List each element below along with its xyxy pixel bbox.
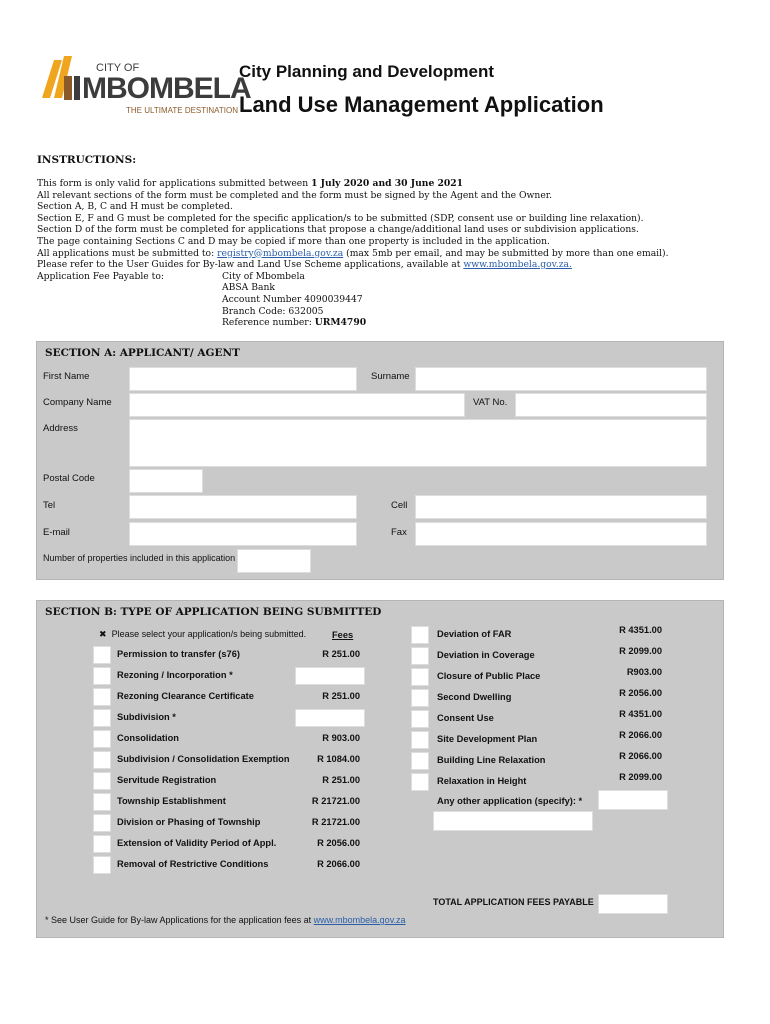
application-type-label: Consolidation	[117, 733, 179, 743]
application-type-label: Division or Phasing of Township	[117, 817, 261, 827]
application-fee: R 2066.00	[317, 859, 360, 869]
account-number: Account Number 4090039447	[222, 293, 363, 305]
address-field[interactable]	[129, 419, 707, 467]
email-field[interactable]	[129, 522, 357, 546]
total-fees-label: TOTAL APPLICATION FEES PAYABLE	[433, 897, 594, 907]
application-checkbox[interactable]	[93, 709, 111, 727]
email-label: E-mail	[43, 527, 70, 538]
application-checkbox[interactable]	[93, 835, 111, 853]
vat-label: VAT No.	[473, 397, 508, 408]
company-name-label: Company Name	[43, 397, 112, 408]
application-type-label: Second Dwelling	[437, 692, 512, 702]
properties-label: Number of properties included in this application	[43, 553, 236, 563]
instr-line6: The page containing Sections C and D may be copied if more than one property is included in the application.	[37, 235, 550, 247]
application-fee: R 4351.00	[619, 625, 662, 635]
application-fee: R 251.00	[322, 649, 360, 659]
application-fee: R 2056.00	[619, 688, 662, 698]
logo-tagline: THE ULTIMATE DESTINATION	[126, 106, 239, 115]
application-checkbox[interactable]	[93, 751, 111, 769]
instr-line5: Section D of the form must be completed for applications that propose a change/additional land uses or subdivision applications.	[37, 224, 639, 236]
city-logo	[40, 46, 251, 122]
application-fee: R 2066.00	[619, 751, 662, 761]
application-checkbox[interactable]	[93, 730, 111, 748]
address-label: Address	[43, 423, 78, 434]
instr-line4: Section E, F and G must be completed for the specific application/s to be submitted (SDP, consent use or building line relaxation).	[37, 212, 644, 224]
fees-note-link[interactable]: www.mbombela.gov.za	[313, 915, 406, 925]
application-type-label: Consent Use	[437, 713, 494, 723]
application-type-label: Deviation in Coverage	[437, 650, 535, 660]
payment-details	[37, 271, 737, 329]
reference-label: Reference number:	[222, 317, 315, 329]
application-fee: R 903.00	[322, 733, 360, 743]
total-fees-field[interactable]	[598, 894, 668, 914]
cell-field[interactable]	[415, 495, 707, 519]
postal-code-field[interactable]	[129, 469, 203, 493]
application-type-label: Removal of Restrictive Conditions	[117, 859, 269, 869]
application-checkbox[interactable]	[411, 773, 429, 791]
application-fee: R 251.00	[322, 775, 360, 785]
first-name-label: First Name	[43, 371, 90, 382]
application-checkbox[interactable]	[93, 793, 111, 811]
reference-number: URM4790	[314, 317, 367, 329]
instr-line7-post: (max 5mb per email, and may be submitted by more than one email).	[343, 247, 669, 259]
application-fee-field[interactable]	[295, 709, 365, 727]
surname-field[interactable]	[415, 367, 707, 391]
application-fee: R903.00	[626, 667, 662, 677]
application-type-label: Building Line Relaxation	[437, 755, 546, 765]
instr-line7-pre: All applications must be submitted to:	[37, 247, 218, 259]
instructions-body	[37, 178, 737, 329]
application-checkbox[interactable]	[411, 731, 429, 749]
application-checkbox[interactable]	[411, 752, 429, 770]
application-type-label: Township Establishment	[117, 796, 226, 806]
application-fee: R 21721.00	[311, 817, 360, 827]
application-fee: R 2099.00	[619, 646, 662, 656]
first-name-field[interactable]	[129, 367, 357, 391]
vat-field[interactable]	[515, 393, 707, 417]
company-name-field[interactable]	[129, 393, 465, 417]
instr-line8-pre: Please refer to the User Guides for By-law and Land Use Scheme applications, available at	[37, 259, 464, 271]
fax-field[interactable]	[415, 522, 707, 546]
instructions-title: INSTRUCTIONS:	[37, 154, 137, 166]
application-type-label: Permission to transfer (s76)	[117, 649, 240, 659]
department-name: City Planning and Development	[239, 62, 495, 81]
fee-label: Application Fee Payable to:	[37, 270, 164, 282]
branch-code: Branch Code: 632005	[222, 305, 324, 317]
website-link[interactable]: www.mbombela.gov.za.	[463, 259, 572, 271]
logo-city-of: CITY OF	[96, 62, 140, 74]
page-title: Land Use Management Application	[239, 92, 604, 117]
fees-header: Fees	[332, 630, 354, 640]
application-type-label: Relaxation in Height	[437, 776, 527, 786]
application-fee: R 1084.00	[317, 754, 360, 764]
logo-wordmark: MBOMBELA	[82, 72, 251, 105]
other-application-label: Any other application (specify): *	[437, 796, 583, 806]
instr-line2: All relevant sections of the form must be completed and the form must be signed by the Agent and the Owner.	[37, 189, 553, 201]
application-fee: R 2056.00	[317, 838, 360, 848]
instr-line3: Section A, B, C and H must be completed.	[37, 201, 233, 213]
section-a	[36, 341, 724, 580]
application-checkbox[interactable]	[411, 647, 429, 665]
fees-note	[45, 915, 406, 925]
select-instruction-text: Please select your application/s being submitted.	[111, 629, 307, 639]
application-fee: R 2066.00	[619, 730, 662, 740]
cross-icon: ✖	[99, 629, 107, 639]
application-type-label: Deviation of FAR	[437, 629, 512, 639]
instr-line1-pre: This form is only valid for applications submitted between	[37, 178, 312, 189]
application-checkbox[interactable]	[93, 856, 111, 874]
application-checkbox[interactable]	[93, 772, 111, 790]
application-checkbox[interactable]	[411, 689, 429, 707]
application-type-label: Subdivision *	[117, 712, 176, 722]
section-b	[36, 600, 724, 938]
application-checkbox[interactable]	[93, 667, 111, 685]
application-fee: R 2099.00	[619, 772, 662, 782]
application-checkbox[interactable]	[411, 668, 429, 686]
other-application-fee-field[interactable]	[598, 790, 668, 810]
instr-date-range: 1 July 2020 and 30 June 2021	[311, 178, 464, 189]
cell-label: Cell	[391, 500, 408, 511]
application-type-label: Extension of Validity Period of Appl.	[117, 838, 277, 848]
surname-label: Surname	[371, 371, 410, 382]
application-checkbox[interactable]	[411, 626, 429, 644]
application-checkbox[interactable]	[93, 646, 111, 664]
properties-count-field[interactable]	[237, 549, 311, 573]
select-instruction	[99, 629, 306, 640]
application-checkbox[interactable]	[93, 688, 111, 706]
application-fee: R 4351.00	[619, 709, 662, 719]
postal-code-label: Postal Code	[43, 473, 95, 484]
bank-name: ABSA Bank	[222, 282, 275, 294]
application-checkbox[interactable]	[411, 710, 429, 728]
application-type-label: Site Development Plan	[437, 734, 538, 744]
fax-label: Fax	[391, 527, 407, 538]
application-type-label: Servitude Registration	[117, 775, 217, 785]
section-a-title: SECTION A: APPLICANT/ AGENT	[45, 347, 240, 359]
tel-label: Tel	[43, 500, 56, 511]
tel-field[interactable]	[129, 495, 357, 519]
application-fee-field[interactable]	[295, 667, 365, 685]
fees-note-text: * See User Guide for By-law Applications for the application fees at	[45, 915, 314, 925]
payee: City of Mbombela	[222, 270, 305, 282]
other-application-specify-field[interactable]	[433, 811, 593, 831]
application-fee: R 251.00	[322, 691, 360, 701]
section-b-title: SECTION B: TYPE OF APPLICATION BEING SUBMITTED	[45, 606, 382, 618]
application-type-label: Rezoning / Incorporation *	[117, 670, 233, 680]
application-checkbox[interactable]	[93, 814, 111, 832]
registry-email-link[interactable]: registry@mbombela.gov.za	[217, 247, 344, 259]
application-type-label: Closure of Public Place	[437, 671, 541, 681]
application-type-label: Rezoning Clearance Certificate	[117, 691, 254, 701]
application-fee: R 21721.00	[311, 796, 360, 806]
application-type-label: Subdivision / Consolidation Exemption	[117, 754, 290, 764]
